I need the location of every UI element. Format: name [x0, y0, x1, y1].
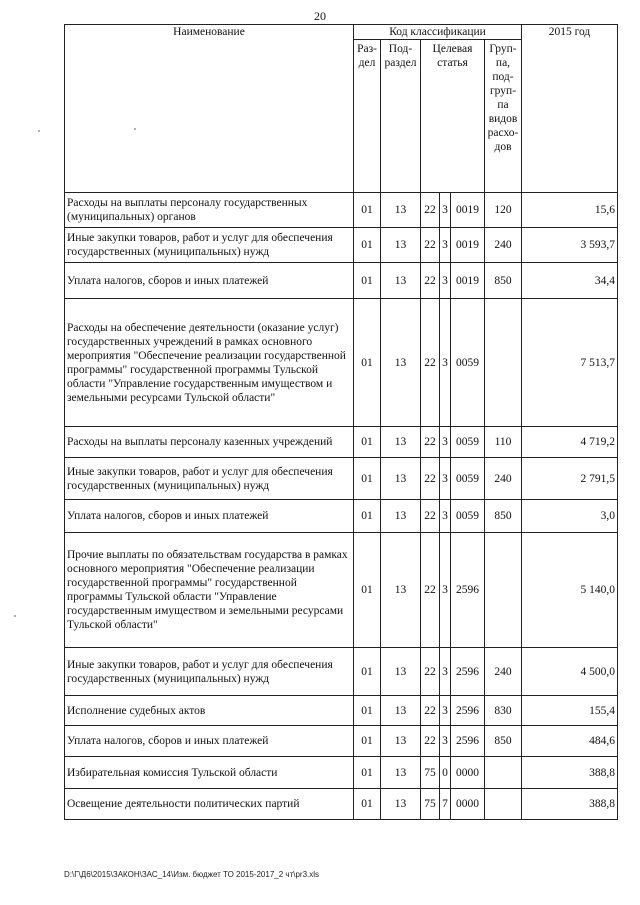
row-target-direction: 0019 — [451, 193, 485, 228]
row-target-direction: 0059 — [451, 458, 485, 500]
row-name: Расходы на выплаты персоналу казенных учреждений — [65, 427, 354, 458]
row-name: Избирательная комиссия Тульской области — [65, 757, 354, 789]
row-target-program: 22 — [421, 696, 440, 726]
row-amount: 34,4 — [522, 263, 618, 299]
row-amount: 15,6 — [522, 193, 618, 228]
header-section: Раз-дел — [354, 40, 381, 193]
row-target-program: 22 — [421, 533, 440, 648]
table-row — [65, 757, 618, 789]
row-target-direction: 0059 — [451, 427, 485, 458]
table-row — [65, 726, 618, 757]
row-expense-type: 240 — [485, 458, 522, 500]
row-target-subprogram: 3 — [440, 533, 451, 648]
row-target-subprogram: 3 — [440, 458, 451, 500]
row-target-direction: 0059 — [451, 299, 485, 427]
row-target-direction: 2596 — [451, 696, 485, 726]
row-target-direction: 0059 — [451, 500, 485, 533]
row-target-subprogram: 3 — [440, 228, 451, 263]
row-name: Уплата налогов, сборов и иных платежей — [65, 263, 354, 299]
row-name: Расходы на обеспечение деятельности (оказание услуг) государственных учреждений в рамках основного мероприятия "Обеспечение реализации государственной программы" государственной программы Тульской области "Управление государственным имуществом и земельными ресурсами Тульской области" — [65, 299, 354, 427]
row-expense-type — [485, 533, 522, 648]
row-target-direction: 0019 — [451, 263, 485, 299]
row-subsection: 13 — [381, 193, 421, 228]
row-amount: 4 500,0 — [522, 648, 618, 696]
row-expense-type: 850 — [485, 726, 522, 757]
row-section: 01 — [354, 789, 381, 820]
row-target-program: 22 — [421, 427, 440, 458]
row-expense-type: 830 — [485, 696, 522, 726]
row-target-subprogram: 3 — [440, 299, 451, 427]
table-row — [65, 299, 618, 427]
row-expense-type: 110 — [485, 427, 522, 458]
row-target-program: 22 — [421, 193, 440, 228]
row-section: 01 — [354, 533, 381, 648]
row-target-direction: 0000 — [451, 757, 485, 789]
row-name: Иные закупки товаров, работ и услуг для обеспечения государственных (муниципальных) нужд — [65, 228, 354, 263]
row-section: 01 — [354, 500, 381, 533]
scan-speck — [134, 128, 136, 130]
row-target-program: 75 — [421, 757, 440, 789]
row-subsection: 13 — [381, 458, 421, 500]
row-name: Исполнение судебных актов — [65, 696, 354, 726]
row-target-subprogram: 3 — [440, 427, 451, 458]
row-amount: 4 719,2 — [522, 427, 618, 458]
row-expense-type: 850 — [485, 500, 522, 533]
header-name: Наименование — [65, 25, 354, 193]
row-subsection: 13 — [381, 757, 421, 789]
header-code: Код классификации — [354, 25, 522, 40]
row-section: 01 — [354, 263, 381, 299]
row-target-subprogram: 3 — [440, 726, 451, 757]
row-expense-type — [485, 757, 522, 789]
row-section: 01 — [354, 193, 381, 228]
row-target-direction: 2596 — [451, 648, 485, 696]
row-section: 01 — [354, 458, 381, 500]
row-name: Уплата налогов, сборов и иных платежей — [65, 726, 354, 757]
row-expense-type — [485, 789, 522, 820]
row-amount: 2 791,5 — [522, 458, 618, 500]
row-name: Расходы на выплаты персоналу государственных (муниципальных) органов — [65, 193, 354, 228]
row-section: 01 — [354, 757, 381, 789]
row-target-program: 22 — [421, 299, 440, 427]
row-subsection: 13 — [381, 263, 421, 299]
row-subsection: 13 — [381, 726, 421, 757]
table-row — [65, 533, 618, 648]
row-expense-type: 240 — [485, 648, 522, 696]
row-subsection: 13 — [381, 500, 421, 533]
row-target-program: 22 — [421, 228, 440, 263]
table-row — [65, 193, 618, 228]
row-target-program: 22 — [421, 726, 440, 757]
table-row — [65, 228, 618, 263]
row-amount: 155,4 — [522, 696, 618, 726]
row-amount: 3 593,7 — [522, 228, 618, 263]
row-target-program: 22 — [421, 500, 440, 533]
row-amount: 7 513,7 — [522, 299, 618, 427]
page-number: 20 — [314, 9, 326, 23]
row-name: Иные закупки товаров, работ и услуг для обеспечения государственных (муниципальных) нужд — [65, 648, 354, 696]
row-target-subprogram: 3 — [440, 648, 451, 696]
row-target-program: 22 — [421, 263, 440, 299]
row-subsection: 13 — [381, 533, 421, 648]
row-subsection: 13 — [381, 789, 421, 820]
budget-table — [64, 24, 618, 820]
row-target-subprogram: 3 — [440, 193, 451, 228]
row-target-direction: 2596 — [451, 533, 485, 648]
row-target-subprogram: 3 — [440, 696, 451, 726]
row-name: Освещение деятельности политических партий — [65, 789, 354, 820]
row-target-program: 22 — [421, 458, 440, 500]
table-row — [65, 263, 618, 299]
row-expense-type: 120 — [485, 193, 522, 228]
row-name: Прочие выплаты по обязательствам государства в рамках основного мероприятия "Обеспечение реализации государственной программы" государственной программы Тульской области "Управление государственным имуществом и земельными ресурсами Тульской области" — [65, 533, 354, 648]
row-target-direction: 2596 — [451, 726, 485, 757]
row-target-direction: 0019 — [451, 228, 485, 263]
row-amount: 388,8 — [522, 789, 618, 820]
row-target-direction: 0000 — [451, 789, 485, 820]
table-row — [65, 648, 618, 696]
row-subsection: 13 — [381, 228, 421, 263]
row-target-subprogram: 3 — [440, 263, 451, 299]
row-section: 01 — [354, 726, 381, 757]
row-target-subprogram: 0 — [440, 757, 451, 789]
table-body — [65, 193, 618, 820]
row-amount: 3,0 — [522, 500, 618, 533]
row-section: 01 — [354, 299, 381, 427]
table-row — [65, 500, 618, 533]
table-row — [65, 458, 618, 500]
row-expense-type: 240 — [485, 228, 522, 263]
row-section: 01 — [354, 696, 381, 726]
table-row — [65, 696, 618, 726]
row-expense-type: 850 — [485, 263, 522, 299]
row-amount: 484,6 — [522, 726, 618, 757]
scan-speck — [38, 130, 40, 132]
row-section: 01 — [354, 648, 381, 696]
row-name: Иные закупки товаров, работ и услуг для обеспечения государственных (муниципальных) нужд — [65, 458, 354, 500]
file-path-footer: D:\Г\Д6\2015\ЗАКОН\ЗАС_14\Изм. бюджет ТО 2015-2017_2 чт\pr3.xls — [64, 870, 320, 879]
row-target-subprogram: 7 — [440, 789, 451, 820]
scan-speck — [14, 615, 16, 617]
row-amount: 388,8 — [522, 757, 618, 789]
row-target-program: 22 — [421, 648, 440, 696]
table-row — [65, 789, 618, 820]
row-subsection: 13 — [381, 427, 421, 458]
row-subsection: 13 — [381, 299, 421, 427]
row-expense-type — [485, 299, 522, 427]
header-target: Целевая статья — [421, 40, 485, 193]
row-section: 01 — [354, 228, 381, 263]
row-target-program: 75 — [421, 789, 440, 820]
row-target-subprogram: 3 — [440, 500, 451, 533]
row-name: Уплата налогов, сборов и иных платежей — [65, 500, 354, 533]
row-subsection: 13 — [381, 648, 421, 696]
row-subsection: 13 — [381, 696, 421, 726]
table-row — [65, 427, 618, 458]
header-group: Груп-па, под-груп-па видов расхо-дов — [485, 40, 522, 193]
row-amount: 5 140,0 — [522, 533, 618, 648]
row-section: 01 — [354, 427, 381, 458]
header-year: 2015 год — [522, 25, 618, 193]
header-subsection: Под-раздел — [381, 40, 421, 193]
